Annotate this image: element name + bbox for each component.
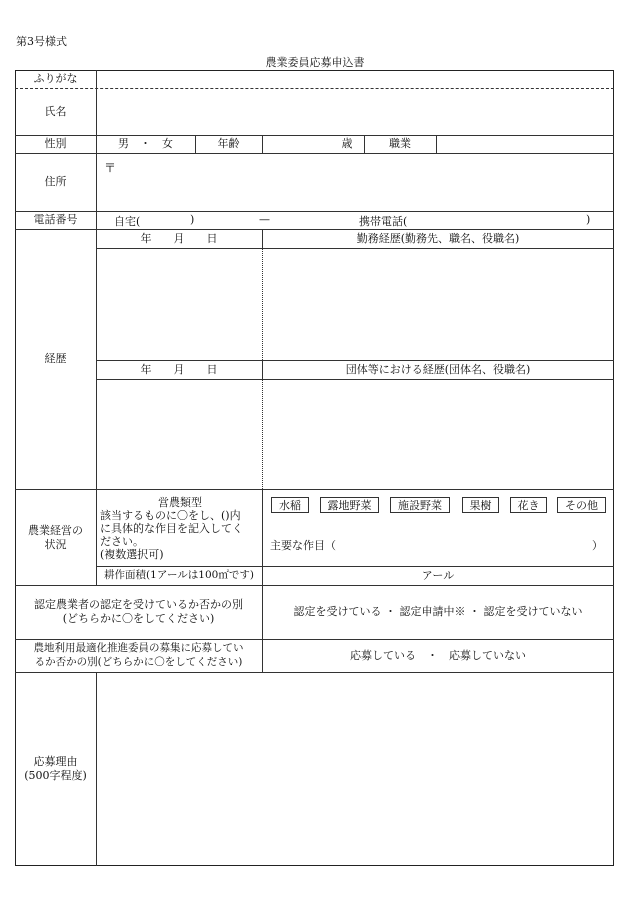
furigana-label: ふりがな	[33, 72, 78, 86]
promoter-question-line-1: 農地利用最適化推進委員の募集に応募してい	[33, 642, 244, 655]
promoter-question-line-2: るか否かの別(どちらかに〇をしてください)	[34, 655, 243, 668]
furigana-field[interactable]	[97, 70, 614, 88]
occupation-field[interactable]	[437, 135, 614, 153]
farm-type-title: 営農類型	[158, 496, 202, 509]
farm-status-label	[15, 489, 96, 586]
org-history-entries[interactable]	[263, 380, 613, 488]
org-history-header: 団体等における経歴(団体名、役職名)	[345, 362, 531, 376]
rule	[15, 211, 614, 212]
certified-question	[15, 585, 262, 639]
name-field[interactable]	[97, 89, 614, 135]
work-history-entries[interactable]	[263, 249, 613, 359]
crop-option-rice[interactable]: 水稲	[271, 497, 309, 513]
phone-dash: —	[259, 213, 270, 226]
main-crop-close: ）	[592, 539, 603, 552]
reason-label	[15, 672, 96, 866]
work-history-dates[interactable]	[97, 249, 261, 359]
mobile-phone-close: )	[586, 213, 591, 226]
home-phone-label: 自宅(	[114, 215, 141, 228]
address-label: 住所	[44, 175, 67, 189]
crop-option-open-field-vegetables[interactable]: 露地野菜	[320, 497, 379, 513]
rule	[15, 153, 614, 154]
address-field[interactable]	[97, 175, 614, 211]
farm-type-instruction: 該当するものに〇をし、()内	[100, 509, 241, 522]
postal-mark: 〒	[104, 161, 117, 175]
career-label: 経歴	[44, 352, 67, 366]
farm-status-label-line-1: 農業経営の	[28, 523, 83, 537]
reason-label-line-1: 応募理由	[33, 755, 78, 769]
certified-options[interactable]: 認定を受けている ・ 認定申請中※ ・ 認定を受けていない	[293, 605, 583, 619]
farm-status-label-line-2: 状況	[44, 537, 67, 551]
certified-question-line-2: (どちらかに〇をしてください)	[62, 612, 215, 625]
promoter-options[interactable]: 応募している ・ 応募していない	[350, 648, 526, 662]
gender-label: 性別	[44, 137, 67, 151]
crop-option-fruit-trees[interactable]: 果樹	[462, 497, 499, 513]
mobile-phone-label: 携帯電話(	[359, 215, 408, 228]
age-label: 年齢	[217, 137, 240, 151]
farm-type-instruction: (複数選択可)	[100, 548, 164, 561]
name-label: 氏名	[44, 104, 67, 118]
occupation-label: 職業	[389, 137, 411, 151]
gender-options[interactable]: 男 ・ 女	[118, 137, 173, 151]
date-header-1: 年 月 日	[140, 231, 218, 245]
promoter-question	[15, 639, 262, 672]
age-unit: 歳	[341, 137, 353, 151]
org-history-dates[interactable]	[97, 380, 261, 488]
area-label: 耕作面積(1アールは100㎡です)	[104, 568, 254, 581]
crop-option-flowers[interactable]: 花き	[510, 497, 547, 513]
date-header-2: 年 月 日	[140, 362, 218, 376]
reason-label-line-2: (500字程度)	[24, 769, 87, 782]
reason-field[interactable]	[97, 673, 613, 865]
area-unit: アール	[421, 568, 455, 582]
main-crop-label: 主要な作目（	[270, 539, 336, 552]
certified-question-line-1: 認定農業者の認定を受けているか否かの別	[34, 598, 243, 612]
farm-type-instruction: ださい。	[100, 535, 144, 548]
work-history-header: 勤務経歴(勤務先、職名、役職名)	[356, 231, 520, 245]
home-phone-close: )	[190, 213, 195, 226]
rule	[15, 489, 614, 490]
crop-option-other[interactable]: その他	[557, 497, 606, 513]
form-title: 農業委員応募申込書	[265, 56, 365, 69]
farm-type-instruction: に具体的な作目を記入してく	[100, 522, 243, 535]
form-number: 第3号様式	[16, 35, 67, 48]
phone-label: 電話番号	[33, 213, 78, 227]
crop-option-greenhouse-vegetables[interactable]: 施設野菜	[390, 497, 450, 513]
